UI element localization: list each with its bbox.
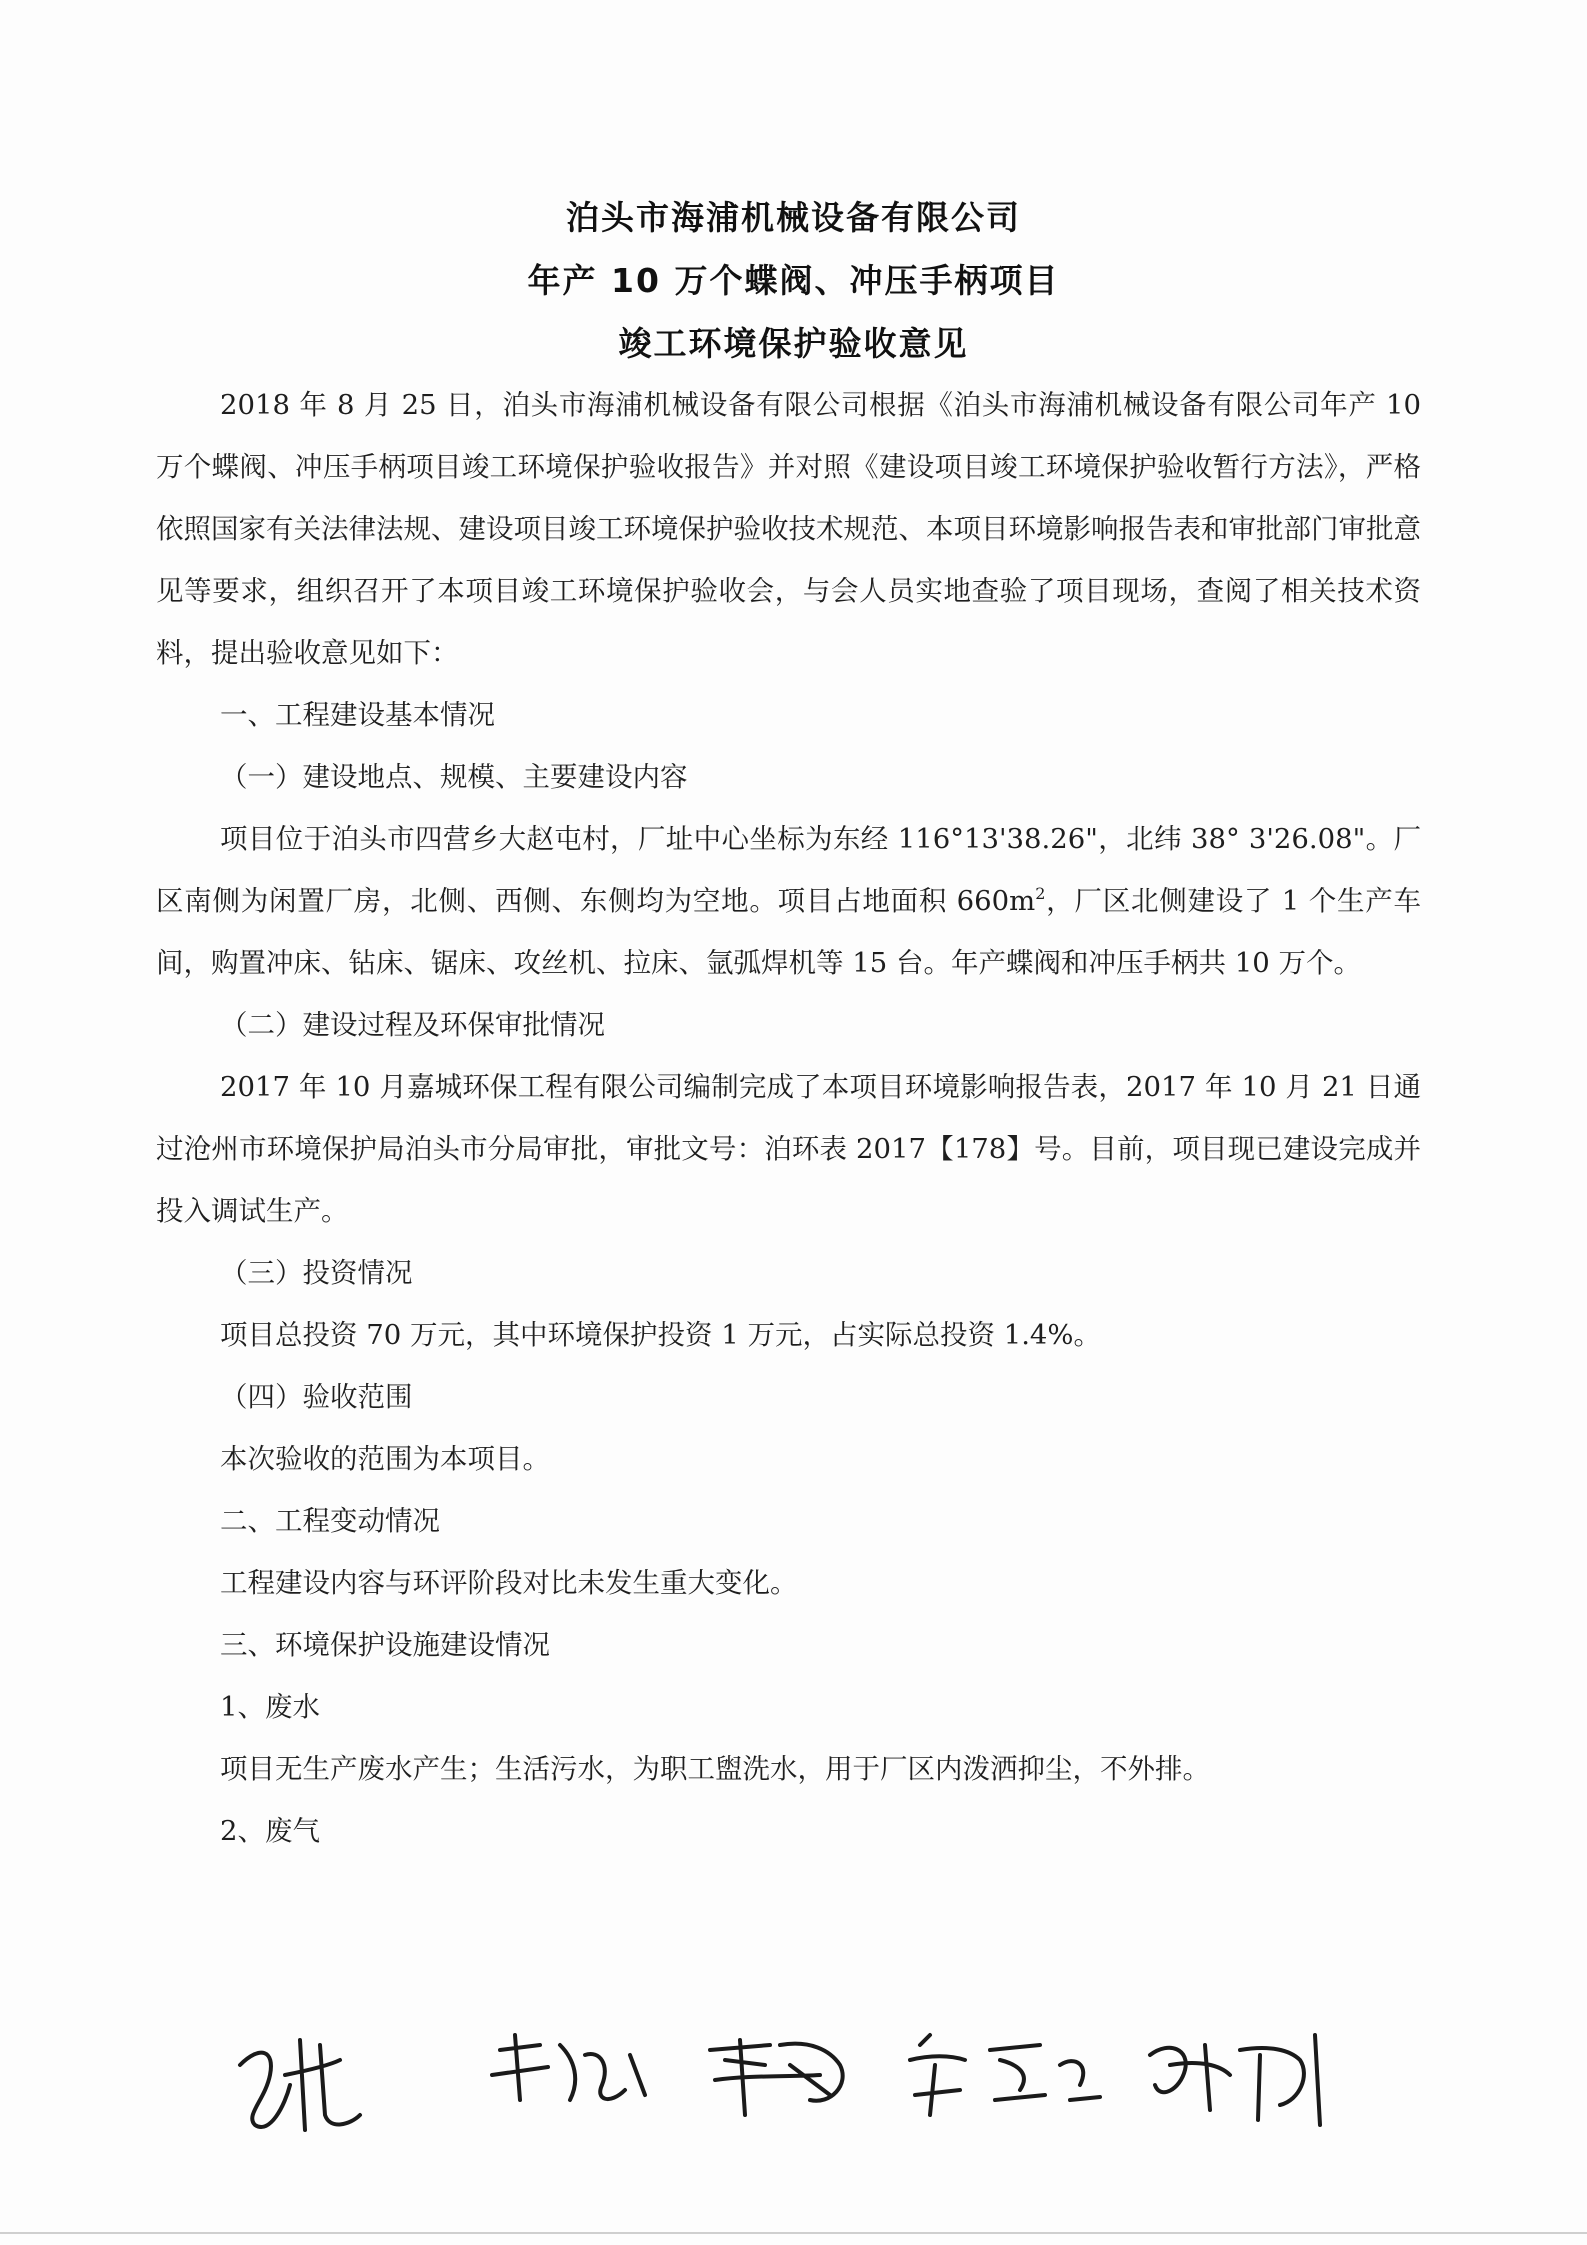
section-1-1-text-b: ，厂区北侧建设了 1 个生产车间，购置冲床、钻床、锯床、攻丝机、拉床、氩弧焊机等 15 台。年产蝶阀和冲压手柄共 10 万个。	[156, 885, 1421, 979]
section-1-4-heading: （四）验收范围	[220, 1381, 413, 1413]
document-title-block	[0, 186, 1587, 375]
section-1-2-heading: （二）建设过程及环保审批情况	[220, 1009, 605, 1041]
page-bottom-rule	[0, 2232, 1587, 2234]
section-2-heading: 二、工程变动情况	[220, 1505, 440, 1537]
section-1-3-heading: （三）投资情况	[220, 1257, 413, 1289]
section-1-4-paragraph: 本次验收的范围为本项目。	[220, 1443, 550, 1475]
section-1-1-text-a: 项目位于泊头市四营乡大赵屯村，厂址中心坐标为东经 116°13'38.26"，北纬 38° 3'26.08"。厂区南侧为闲置厂房，北侧、西侧、东侧均为空地。项目占地面积 660m	[156, 823, 1421, 917]
title-opinion: 竣工环境保护验收意见	[618, 324, 969, 363]
signature-1	[240, 2040, 360, 2130]
signature-row	[230, 2005, 1350, 2145]
document-body	[156, 374, 1421, 1862]
title-project: 年产 10 万个蝶阀、冲压手柄项目	[527, 261, 1060, 300]
signature-2	[492, 2035, 645, 2100]
section-3-2-heading: 2、废气	[220, 1815, 320, 1847]
signatures-graphic	[230, 2005, 1350, 2145]
title-company: 泊头市海浦机械设备有限公司	[566, 198, 1021, 237]
section-3-1-paragraph: 项目无生产废水产生；生活污水，为职工盥洗水，用于厂区内泼洒抑尘，不外排。	[220, 1753, 1210, 1785]
section-1-heading: 一、工程建设基本情况	[220, 699, 495, 731]
section-1-1-heading: （一）建设地点、规模、主要建设内容	[220, 761, 688, 793]
area-unit-superscript: 2	[1035, 884, 1046, 903]
signature-5	[1150, 2035, 1320, 2125]
signature-4	[910, 2035, 1100, 2115]
intro-paragraph: 2018 年 8 月 25 日，泊头市海浦机械设备有限公司根据《泊头市海浦机械设备有限公司年产 10 万个蝶阀、冲压手柄项目竣工环境保护验收报告》并对照《建设项目竣工环境保护验收暂行方法》，严格依照国家有关法律法规、建设项目竣工环境保护验收技术规范、本项目环境影响报告表和审批部门审批意见等要求，组织召开了本项目竣工环境保护验收会，与会人员实地查验了项目现场，查阅了相关技术资料，提出验收意见如下：	[156, 389, 1421, 669]
section-3-1-heading: 1、废水	[220, 1691, 320, 1723]
section-1-1-paragraph	[156, 808, 1421, 994]
section-1-3-paragraph: 项目总投资 70 万元，其中环境保护投资 1 万元，占实际总投资 1.4%。	[220, 1319, 1102, 1351]
section-3-heading: 三、环境保护设施建设情况	[220, 1629, 550, 1661]
section-2-paragraph: 工程建设内容与环评阶段对比未发生重大变化。	[220, 1567, 798, 1599]
signature-3	[710, 2040, 843, 2115]
section-1-2-paragraph: 2017 年 10 月嘉城环保工程有限公司编制完成了本项目环境影响报告表，2017 年 10 月 21 日通过沧州市环境保护局泊头市分局审批，审批文号：泊环表 2017【178】号。目前，项目现已建设完成并投入调试生产。	[156, 1071, 1421, 1227]
